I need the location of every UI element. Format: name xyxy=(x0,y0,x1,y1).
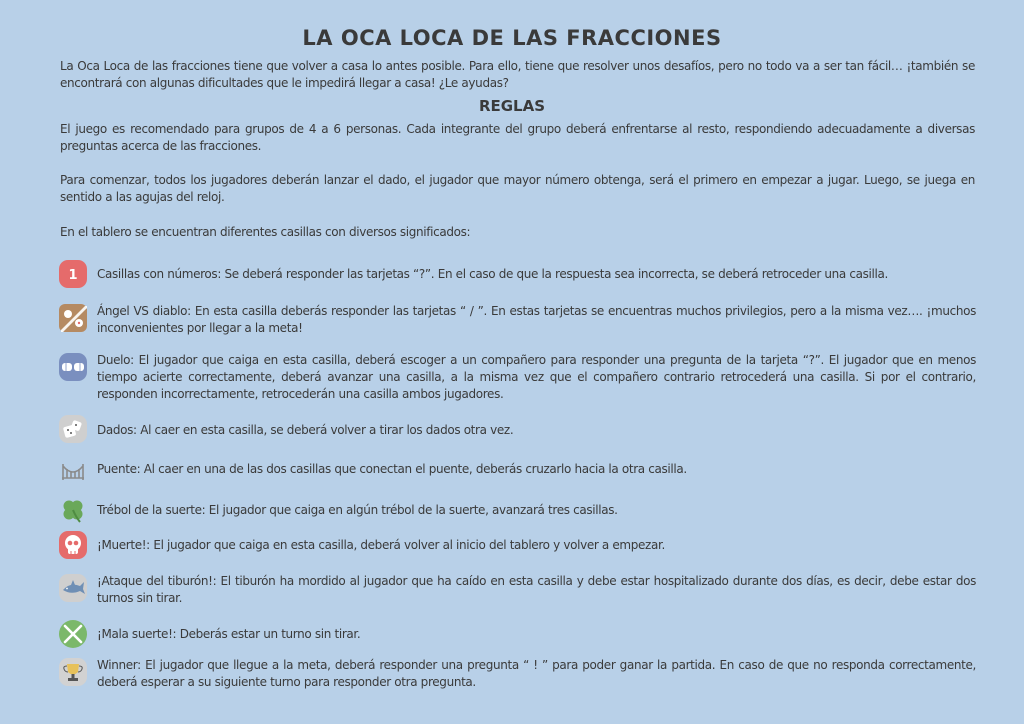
number-icon-label: 1 xyxy=(68,268,78,283)
rule-text: ¡Ataque del tiburón!: El tiburón ha mordido al jugador que ha caído en esta casilla y debe estar hospitalizado durante dos días, es decir, debe estar dos turnos sin tirar. xyxy=(97,574,976,605)
rule-text: Dados: Al caer en esta casilla, se deberá volver a tirar los dados otra vez. xyxy=(97,423,514,437)
rules-heading: REGLAS xyxy=(478,97,546,115)
rule-text: Puente: Al caer en una de las dos casillas que conectan el puente, deberás cruzarlo hacia la otra casilla. xyxy=(97,462,687,476)
shark-icon xyxy=(58,573,88,603)
number-one-icon xyxy=(58,259,88,289)
paragraph-board: En el tablero se encuentran diferentes casillas con diversos significados: xyxy=(60,225,471,239)
trophy-icon xyxy=(58,657,88,687)
rule-winner xyxy=(58,657,976,697)
rule-text: ¡Muerte!: El jugador que caiga en esta casilla, deberá volver al inicio del tablero y volver a empezar. xyxy=(97,538,665,552)
rule-text: Duelo: El jugador que caiga en esta casilla, deberá escoger a un compañero para responder una pregunta de la tarjeta “?”. El jugador que en menos tiempo acierte correctamente, deberá avanzar una casilla, a la misma vez que el compañero contrario retrocederá una casilla. Si por el contrario, responden incorrectamente, retrocederán una casilla ambos jugadores. xyxy=(97,353,976,401)
rule-text: Winner: El jugador que llegue a la meta, deberá responder una pregunta “ ! ” para poder ganar la partida. En caso de que no responda correctamente, deberá esperar a su siguiente turno para responder otra pregunta. xyxy=(97,658,976,689)
rule-text: Casillas con números: Se deberá responder las tarjetas “?”. En el caso de que la respuesta sea incorrecta, se deberá retroceder una casilla. xyxy=(97,267,888,281)
paragraph-players: El juego es recomendado para grupos de 4 a 6 personas. Cada integrante del grupo deberá enfrentarse al resto, respondiendo adecuadamente a diversas preguntas acerca de las fracciones. xyxy=(60,122,975,153)
rule-duel xyxy=(58,352,976,401)
duel-fists-icon xyxy=(58,352,88,382)
rule-text: Trébol de la suerte: El jugador que caiga en algún trébol de la suerte, avanzará tres casillas. xyxy=(97,503,618,517)
rule-dice xyxy=(58,414,976,454)
page-title: LA OCA LOCA DE LAS FRACCIONES xyxy=(302,26,722,50)
rule-text: Ángel VS diablo: En esta casilla deberás responder las tarjetas “ / ”. En estas tarjetas se encuentras muchos privilegios, pero a la misma vez…. ¡muchos inconvenientes por llegar a la meta! xyxy=(97,304,976,335)
skull-icon xyxy=(58,530,88,560)
rule-bad-luck xyxy=(58,619,976,659)
bridge-icon xyxy=(58,456,88,486)
intro-paragraph: La Oca Loca de las fracciones tiene que volver a casa lo antes posible. Para ello, tiene que resolver unos desafíos, pero no todo va a ser tan fácil… ¡también se encontrará con algunas dificultades que le impedirá llegar a casa! ¿Le ayudas? xyxy=(60,59,975,90)
paragraph-start: Para comenzar, todos los jugadores deberán lanzar el dado, el jugador que mayor número obtenga, será el primero en empezar a jugar. Luego, se juega en sentido a las agujas del reloj. xyxy=(60,173,975,204)
rule-shark xyxy=(58,573,976,613)
clover-icon xyxy=(58,495,88,525)
rule-numbers xyxy=(58,259,976,299)
crossed-swords-icon xyxy=(58,619,88,649)
dice-icon xyxy=(58,414,88,444)
rule-bridge xyxy=(58,456,976,496)
angel-devil-icon xyxy=(58,303,88,333)
rule-death xyxy=(58,530,976,570)
rule-clover xyxy=(58,495,976,535)
rule-text: ¡Mala suerte!: Deberás estar un turno sin tirar. xyxy=(97,627,361,641)
rule-angel-devil xyxy=(58,303,976,343)
